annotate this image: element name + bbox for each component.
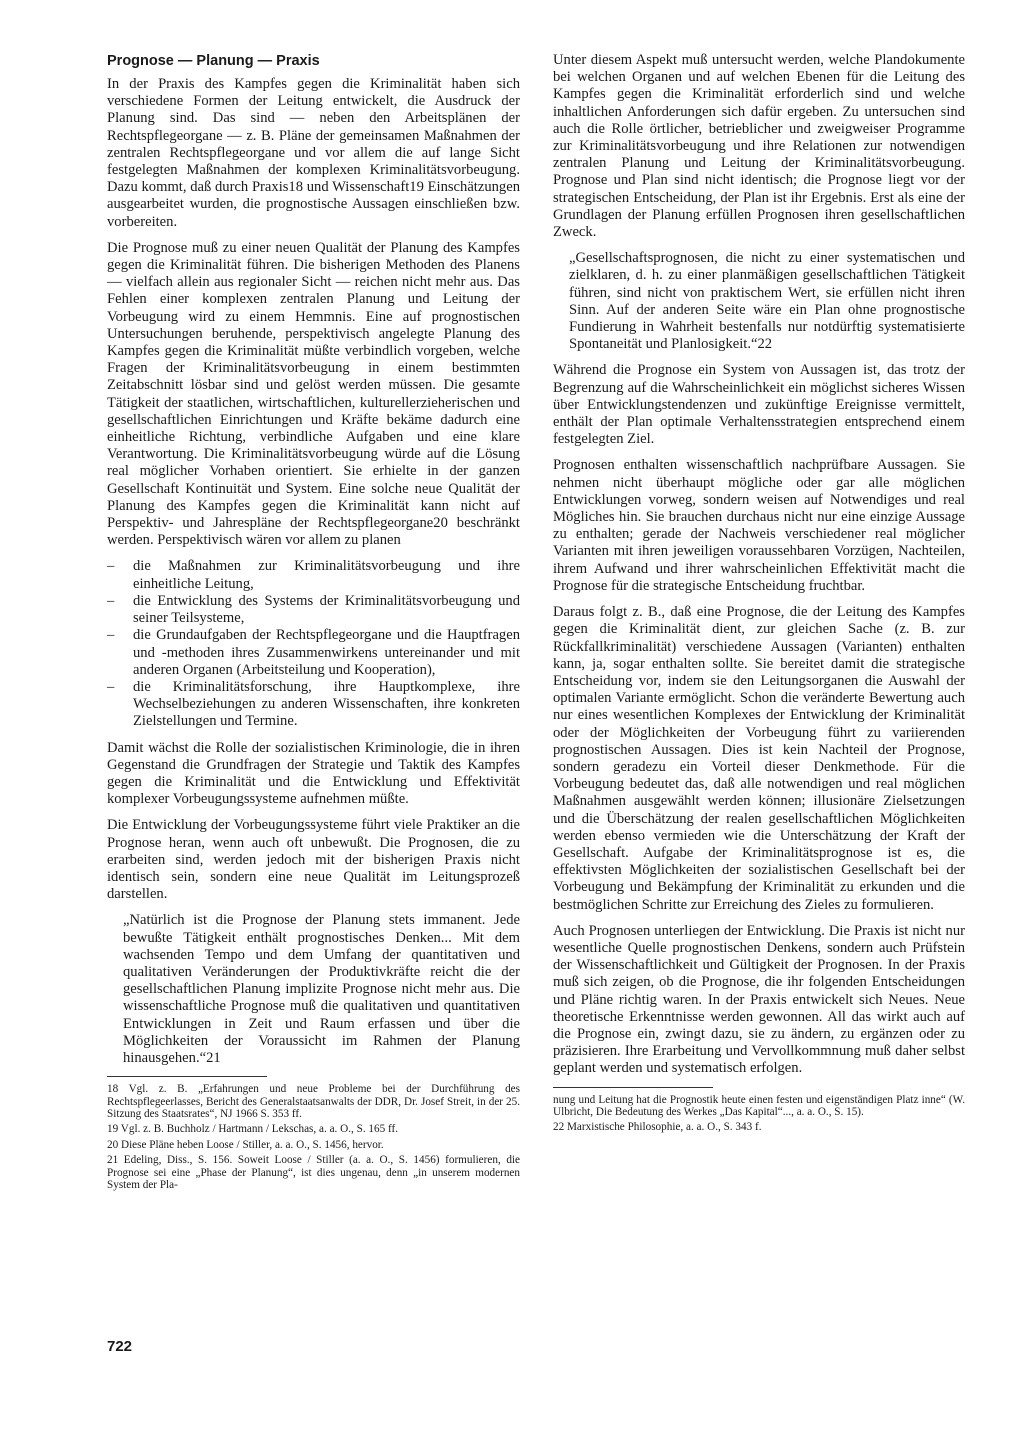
paragraph: Unter diesem Aspekt muß untersucht werden, welche Plandokumente bei welchen Organen und auf welchen Ebenen für die Leitung des Kampfes gegen die Kriminalität erforderlich sind und welche inhaltlichen Anforderungen sich dafür ergeben. Zu untersuchen sind auch die Rolle örtlicher, betrieblicher und zweigweiser Programme zur Kriminalitätsvorbeugung und ihre Relationen zur notwendigen zentralen Planung und Leitung der Kriminalitätsvorbeugung. Prognose und Plan sind nicht identisch; die Prognose liegt vor der strategischen Entscheidung, der Plan ist ihr Ergebnis. Erst als eine der Grundlagen der Planung erfüllen Prognosen ihren gesellschaftlichen Zweck. bbox=[553, 52, 965, 241]
footnote: 20 Diese Pläne heben Loose / Stiller, a. a. O., S. 1456, hervor. bbox=[107, 1138, 384, 1151]
block-quote: „Natürlich ist die Prognose der Planung stets immanent. Jede bewußte Tätigkeit enthält prognostisches Denken... Mit dem wachsenden Tempo und dem Umfang der quantitativen und qualitativen Veränderungen der Produktivkräfte reicht die der gesellschaftlichen Planung implizite Prognose nicht mehr aus. Die wissenschaftliche Prognose muß die qualitativen und quantitativen Entwicklungen in Zeit und Raum erfassen und über die Möglichkeiten der Voraussicht im Rahmen der Planung hinausgehen.“21 bbox=[123, 912, 520, 1066]
block-quote: „Gesellschaftsprognosen, die nicht zu einer systematischen und zielklaren, d. h. zu einer planmäßigen gesellschaftlichen Tätigkeit führen, sind nicht von praktischem Wert, sie erfüllen nicht ihren Sinn. Auf der anderen Seite wäre ein Plan ohne prognostische Fundierung in Wahrheit bestenfalls nur notdürftig systematisierte Spontaneität und Planlosigkeit.“22 bbox=[569, 250, 965, 353]
list-item: – die Maßnahmen zur Kriminalitätsvorbeugung und ihre einheitliche Leitung, bbox=[107, 558, 520, 592]
paragraph: Daraus folgt z. B., daß eine Prognose, die der Leitung des Kampfes gegen die Kriminalität dient, zur gleichen Sache (z. B. zur Rückfallkriminalität) verschiedene Aussagen (Varianten) enthalten kann, ja, sogar enthalten sollte. Sie bereitet damit die strategische Entscheidung vor, indem sie den Leitungsorganen die Auswahl der optimalen Variante ermöglicht. Schon die veränderte Bewertung auch nur eines wesentlichen Komplexes der Entwicklung der Kriminalität oder der Möglichkeiten der Vorbeugung führt zu variierenden prognostischen Aussagen. Dies ist kein Nachteil der Prognose, sondern geradezu ein Vorteil dieser Denkmethode. Für die Vorbeugung bedeutet das, daß alle notwendigen und real möglichen Maßnahmen ausgewählt werden können; illusionäre Zielsetzungen und die Überschätzung der realen gesellschaftlichen Möglichkeiten werden ebenso vermieden wie die Unterschätzung der Kraft der Gesellschaft. Aufgabe der Kriminalitätsprognose ist es, die effektivsten Möglichkeiten der sozialistischen Gesellschaft bei der Vorbeugung und Bekämpfung der Kriminalität zu erkunden und die bestmöglichen Schritte zur Erreichung des Zieles zu formulieren. bbox=[553, 604, 965, 913]
list-item: – die Kriminalitätsforschung, ihre Hauptkomplexe, ihre Wechselbeziehungen zu anderen Wissenschaften, ihre konkreten Zielstellungen und Termine. bbox=[107, 679, 520, 731]
footnote: 19 Vgl. z. B. Buchholz / Hartmann / Lekschas, a. a. O., S. 165 ff. bbox=[107, 1123, 399, 1136]
list-item: – die Entwicklung des Systems der Kriminalitätsvorbeugung und seiner Teilsysteme, bbox=[107, 593, 520, 627]
paragraph: Die Entwicklung der Vorbeugungssysteme führt viele Praktiker an die Prognose heran, wenn auch oft unbewußt. Die Prognosen, die zu erarbeiten sind, werden jedoch mit der bisherigen Praxis nicht identisch sein, sondern eine neue Qualität im Leitungsprozeß darstellen. bbox=[107, 817, 520, 903]
left-column bbox=[107, 52, 520, 1194]
footnote-divider bbox=[553, 1087, 713, 1088]
paragraph: Prognosen enthalten wissenschaftlich nachprüfbare Aussagen. Sie nehmen nicht überhaupt mögliche oder gar alle möglichen Entwicklungen vorweg, sondern weisen auf Notwendiges und real Mögliches hin. Sie brauchen durchaus nicht nur eine einzige Aussage zu enthalten; gerade der Nachweis verschiedener real möglicher Varianten mit ihren jeweiligen voraussehbaren Vorzügen, Nachteilen, ihrem Aufwand und ihrer wahrscheinlichen Effektivität macht die Prognose für die strategische Entscheidung fruchtbar. bbox=[553, 457, 965, 594]
list-item: – die Grundaufgaben der Rechtspflegeorgane und die Hauptfragen und -methoden ihres Zusammenwirkens untereinander und mit anderen Organen (Arbeitsteilung und Kooperation), bbox=[107, 627, 520, 679]
paragraph: Während die Prognose ein System von Aussagen ist, das trotz der Begrenzung auf die Wahrscheinlichkeit ein möglichst sicheres Wissen über Entwicklungstendenzen und zukünftige Ereignisse vermittelt, enthält der Plan optimale Verhaltensstrategien entsprechend einem festgelegten Ziel. bbox=[553, 362, 965, 448]
footnote: 22 Marxistische Philosophie, a. a. O., S. 343 f. bbox=[553, 1121, 762, 1134]
page-number: 722 bbox=[107, 1338, 133, 1355]
footnote-divider bbox=[107, 1076, 267, 1077]
paragraph: Die Prognose muß zu einer neuen Qualität der Planung des Kampfes gegen die Kriminalität führen. Die bisherigen Methoden des Planens — vielfach allein aus regionaler Sicht — reichen nicht mehr aus. Das Fehlen einer komplexen zentralen Planung und Leitung der Vorbeugung wird zu einem Hemmnis. Eine auf prognostischen Untersuchungen beruhende, perspektivisch angelegte Planung des Kampfes gegen die Kriminalität müßte verbindlich vorgeben, welche Fragen der Kriminalitätsvorbeugung in einem bestimmten Zeitabschnitt lösbar sind und gelöst werden müssen. Die gesamte Tätigkeit der staatlichen, wirtschaftlichen, kulturellerzieherischen und gesellschaftlichen Einrichtungen und Kräfte bekäme dadurch eine einheitliche Richtung, verbindliche Aufgaben und eine klare Verantwortung. Die Kriminalitätsvorbeugung würde auf die Lösung real möglicher Vorhaben orientiert. Sie erhielte in der ganzen Gesellschaft Kontinuität und System. Eine solche neue Qualität der Planung des Kampfes gegen die Kriminalität kann nicht auf Perspektiv- und Jahrespläne der Rechtspflegeorgane20 beschränkt werden. Perspektivisch wären vor allem zu planen bbox=[107, 239, 520, 549]
right-column bbox=[553, 52, 965, 1137]
footnote: 21 Edeling, Diss., S. 156. Soweit Loose / Stiller (a. a. O., S. 1456) formulieren, die Prognose sei eine „Phase der Planung“, ist dies ungenau, denn „in unserem modernen System der Pla- bbox=[107, 1154, 520, 1192]
paragraph: Damit wächst die Rolle der sozialistischen Kriminologie, die in ihren Gegenstand die Grundfragen der Strategie und Taktik des Kampfes gegen die Kriminalität und die Entwicklung und Effektivität komplexer Vorbeugungssysteme aufnehmen müßte. bbox=[107, 739, 520, 808]
footnote: nung und Leitung hat die Prognostik heute einen festen und eigenständigen Platz inne“ (W. Ulbricht, Die Bedeutung des Werkes „Das Kapital“..., a. a. O., S. 15). bbox=[553, 1093, 965, 1118]
paragraph: In der Praxis des Kampfes gegen die Kriminalität haben sich verschiedene Formen der Leitung entwickelt, die Ausdruck der Planung sind. Das sind — neben den Arbeitsplänen der Rechtspflegeorgane — z. B. Pläne der gemeinsamen Maßnahmen der zentralen Rechtspflegeorgane und vor allem die auf lange Sicht festgelegten Maßnahmen der komplexen Kriminalitätsvorbeugung. Dazu kommt, daß durch Praxis18 und Wissenschaft19 Einschätzungen ausgearbeitet wurden, die prognostische Aussagen einschließen bzw. vorbereiten. bbox=[107, 76, 520, 230]
section-heading: Prognose — Planung — Praxis bbox=[107, 53, 320, 69]
dash-list bbox=[107, 558, 520, 730]
footnote: 18 Vgl. z. B. „Erfahrungen und neue Probleme bei der Durchführung des Rechtspflegeerlasses, Bericht des Generalstaatsanwalts der DDR, Dr. Josef Streit, in der 25. Sitzung des Staatsrates“, NJ 1966 S. 353 ff. bbox=[107, 1083, 520, 1120]
paragraph: Auch Prognosen unterliegen der Entwicklung. Die Praxis ist nicht nur wesentliche Quelle prognostischen Denkens, sondern auch Prüfstein der Wissenschaftlichkeit und Gültigkeit der Prognosen. In der Praxis muß sich zeigen, ob die Prognose, die ihr folgenden Entscheidungen und Pläne richtig waren. In der Praxis entwickelt sich Neues. Neue theoretische Erkenntnisse werden gewonnen. All das wirkt auch auf die Prognose ein, zwingt dazu, sie zu ändern, zu ergänzen oder zu präzisieren. Ihre Erarbeitung und Vervollkommnung muß daher selbst geplant werden und systematisch erfolgen. bbox=[553, 922, 965, 1077]
